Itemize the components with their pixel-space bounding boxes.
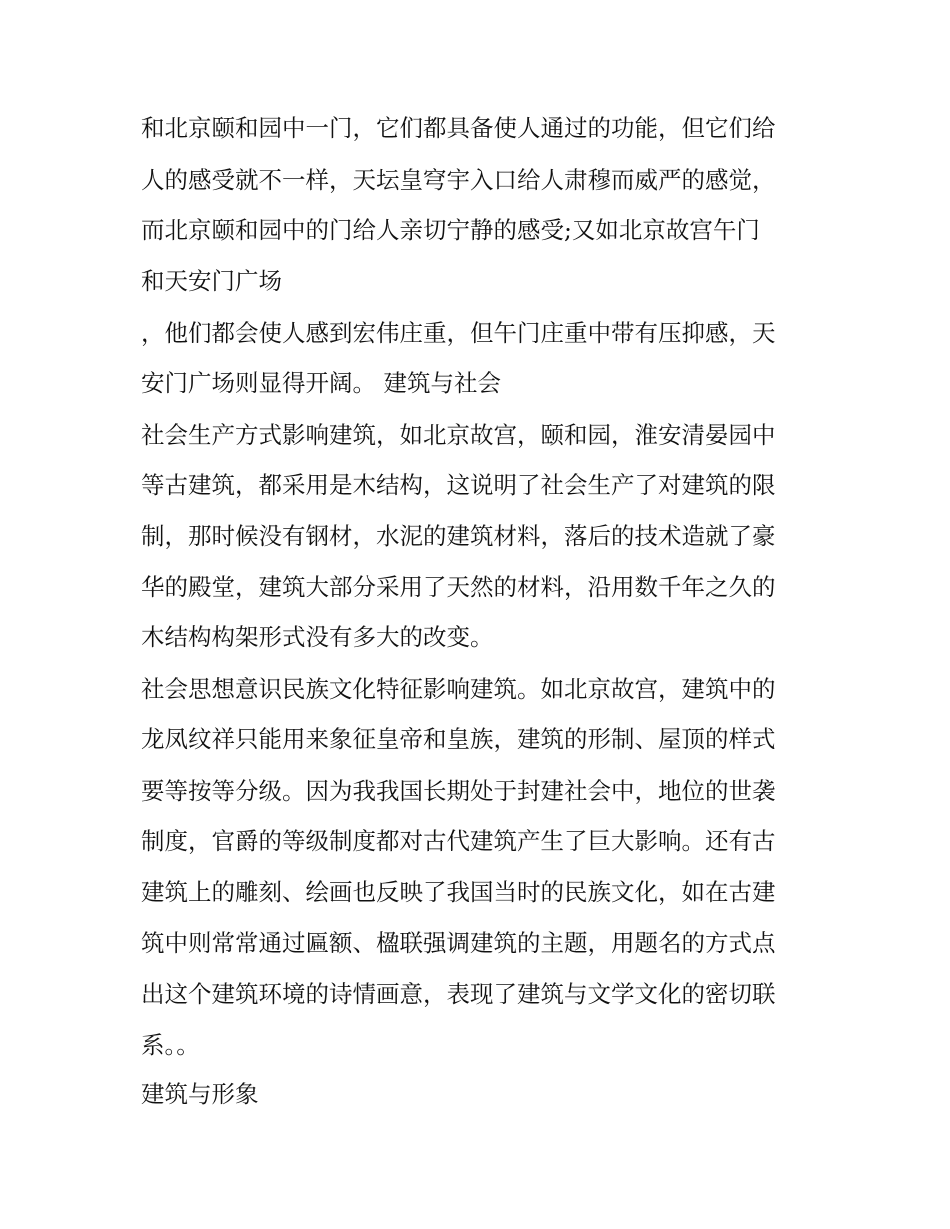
text-line: 等古建筑，都采用是木结构，这说明了社会生产了对建筑的限 bbox=[141, 471, 776, 499]
section-heading-line: 安门广场则显得开阔。 建筑与社会 bbox=[141, 369, 501, 397]
text-line: 要等按等分级。因为我我国长期处于封建社会中，地位的世袭 bbox=[141, 777, 776, 805]
text-line: 木结构构架形式没有多大的改变。 bbox=[141, 623, 494, 651]
text-line: 社会生产方式影响建筑，如北京故宫，颐和园，淮安清晏园中 bbox=[141, 421, 776, 449]
text-line: ，他们都会使人感到宏伟庄重，但午门庄重中带有压抑感，天 bbox=[141, 319, 776, 347]
text-line: 筑中则常常通过匾额、楹联强调建筑的主题，用题名的方式点 bbox=[141, 929, 776, 957]
section-heading: 建筑与形象 bbox=[141, 1080, 259, 1108]
text-line: 龙凤纹祥只能用来象征皇帝和皇族，建筑的形制、屋顶的样式 bbox=[141, 725, 776, 753]
text-line: 华的殿堂，建筑大部分采用了天然的材料，沿用数千年之久的 bbox=[141, 573, 776, 601]
text-line: 人的感受就不一样，天坛皇穹宇入口给人肃穆而威严的感觉， bbox=[141, 166, 776, 194]
text-line: 社会思想意识民族文化特征影响建筑。如北京故宫，建筑中的 bbox=[141, 675, 776, 703]
text-line: 而北京颐和园中的门给人亲切宁静的感受;又如北京故宫午门 bbox=[141, 216, 760, 244]
text-line: 制，那时候没有钢材，水泥的建筑材料，落后的技术造就了豪 bbox=[141, 522, 776, 550]
text-line: 制度，官爵的等级制度都对古代建筑产生了巨大影响。还有古 bbox=[141, 827, 776, 855]
text-line: 建筑上的雕刻、绘画也反映了我国当时的民族文化，如在古建 bbox=[141, 878, 776, 906]
text-line: 系。。 bbox=[141, 1031, 200, 1059]
text-line: 和天安门广场 bbox=[141, 267, 282, 295]
text-line: 出这个建筑环境的诗情画意，表现了建筑与文学文化的密切联 bbox=[141, 980, 776, 1008]
text-line: 和北京颐和园中一门，它们都具备使人通过的功能，但它们给 bbox=[141, 114, 776, 142]
